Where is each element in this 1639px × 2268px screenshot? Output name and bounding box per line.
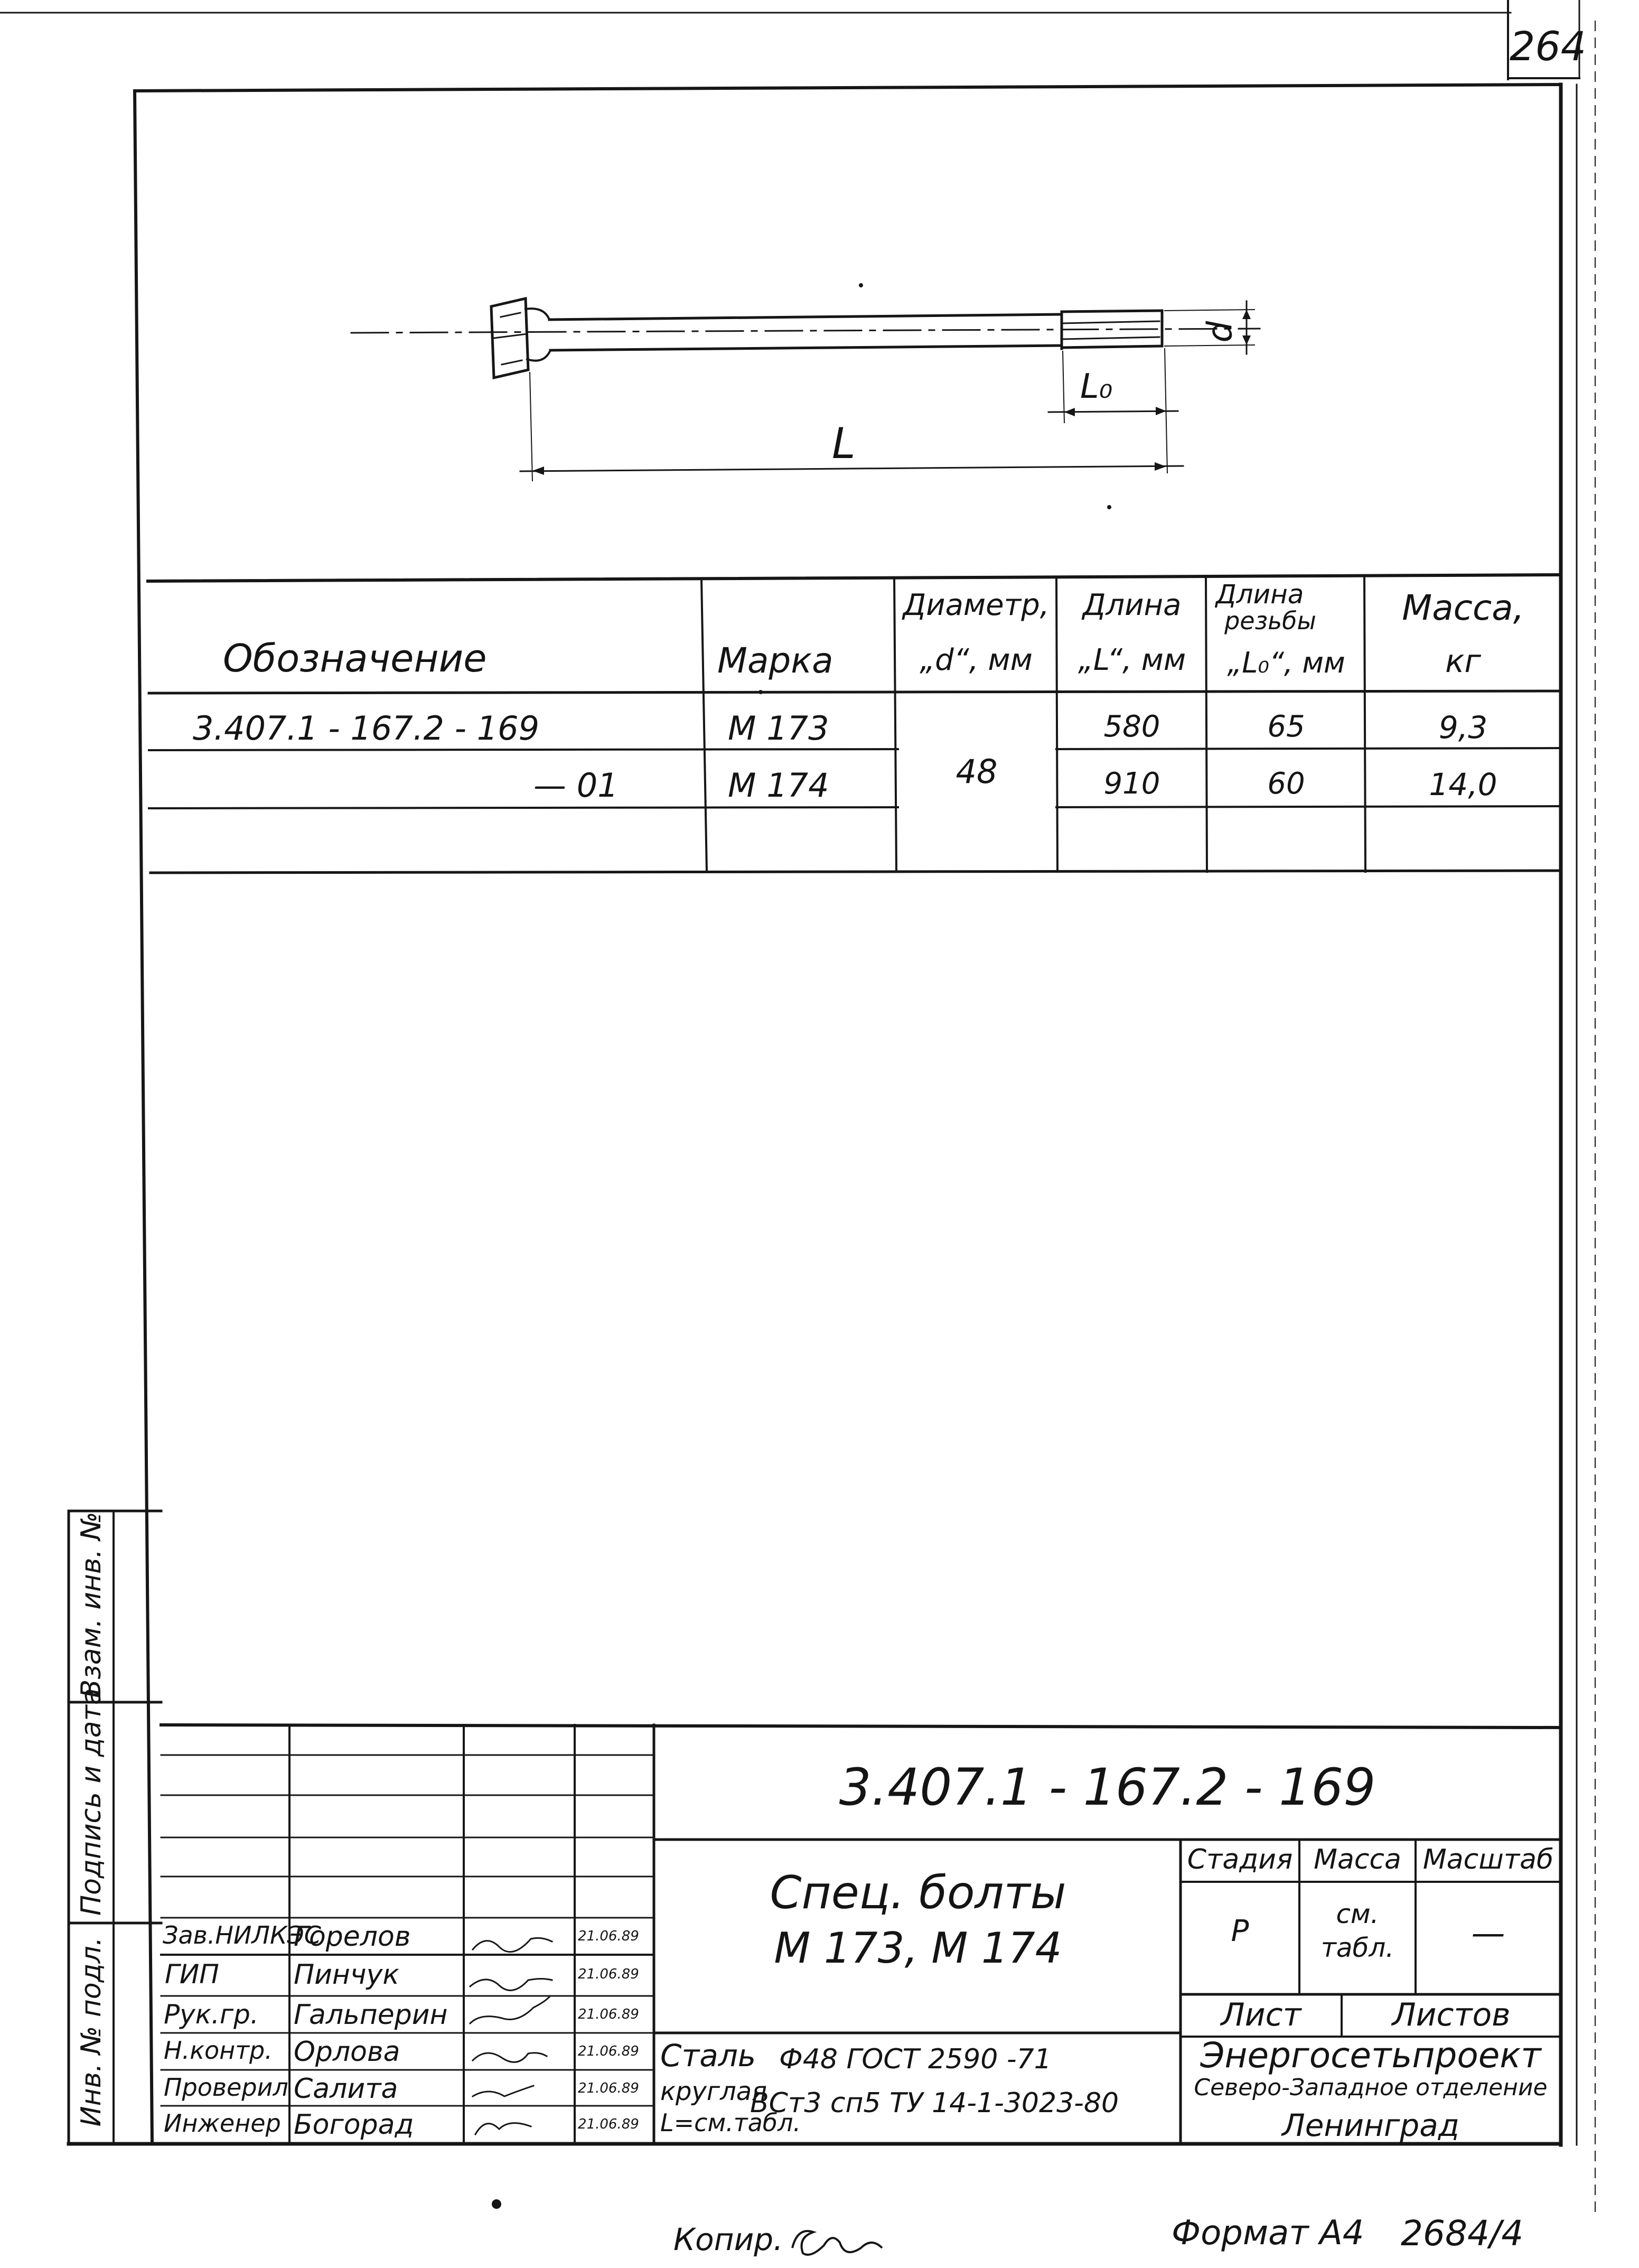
header-thread-line2: резьбы [1224, 606, 1316, 635]
row-thread-length: 65 [1267, 710, 1305, 744]
row-mark: М 173 [728, 709, 829, 748]
format-label: Формат А4 [1172, 2214, 1364, 2253]
org-line2: Северо-Западное отделение [1194, 2074, 1548, 2101]
mass-value-line2: табл. [1320, 1933, 1394, 1963]
side-stamp-inv-vzam: Взам. инв. № [76, 1511, 107, 1698]
dim-label-diameter: d [1201, 321, 1240, 343]
person-date: 21.06.89 [578, 2006, 639, 2022]
person-name: Богорад [294, 2109, 414, 2141]
material-tu: ВСт3 сп5 ТУ 14-1-3023-80 [750, 2087, 1119, 2119]
doc-code: 3.407.1 - 167.2 - 169 [839, 1758, 1376, 1817]
row-mark: М 174 [728, 766, 829, 805]
header-mass-line2: кг [1445, 643, 1481, 680]
header-length-line1: Длина [1082, 588, 1182, 622]
diameter-value: 48 [956, 752, 998, 791]
person-date: 21.06.89 [578, 1966, 639, 1982]
person-role: ГИП [165, 1959, 219, 1990]
header-thread-line3: „L₀“, мм [1227, 646, 1345, 679]
side-stamp-sign-date: Подпись и дата [76, 1688, 107, 1916]
mass-label: Масса [1314, 1844, 1401, 1875]
header-diameter-line1: Диаметр, [903, 588, 1050, 622]
person-role: Инженер [164, 2109, 281, 2138]
doc-name-line2: М 173, М 174 [774, 1924, 1062, 1973]
stage-label: Стадия [1187, 1844, 1293, 1875]
stage-value: Р [1231, 1914, 1249, 1948]
row-mass: 9,3 [1438, 710, 1488, 745]
material-line1: Сталь [660, 2038, 756, 2074]
dim-label-length: L [832, 419, 856, 468]
row-length: 580 [1103, 710, 1160, 744]
header-length-line2: „L“, мм [1078, 643, 1186, 677]
person-date: 21.06.89 [578, 1928, 639, 1944]
mass-value-line1: см. [1336, 1899, 1379, 1929]
org-line3: Ленинград [1282, 2107, 1459, 2143]
person-name: Орлова [294, 2036, 400, 2068]
doc-name-line1: Спец. болты [770, 1866, 1066, 1919]
org-line1: Энергосетьпроект [1200, 2035, 1541, 2076]
sheet-label: Лист [1221, 1996, 1301, 2033]
person-role: Н.контр. [164, 2036, 273, 2065]
person-date: 21.06.89 [578, 2043, 639, 2059]
material-line3: L=см.табл. [660, 2108, 801, 2137]
header-thread-line1: Длина [1215, 579, 1304, 610]
person-role: Рук.гр. [164, 1999, 259, 2030]
person-date: 21.06.89 [578, 2080, 639, 2096]
sheet-number: 264 [1510, 23, 1587, 70]
person-name: Пинчук [294, 1959, 399, 1991]
person-name: Салита [294, 2073, 398, 2105]
header-designation: Обозначение [223, 636, 487, 680]
material-line2: круглая [660, 2077, 767, 2106]
person-role: Зав.НИЛКЭС [163, 1921, 321, 1949]
side-stamp-inv-orig: Инв. № подл. [76, 1937, 107, 2127]
header-mark: Марка [717, 640, 833, 681]
row-length: 910 [1103, 767, 1160, 801]
row-designation: 3.407.1 - 167.2 - 169 [193, 709, 540, 748]
archive-number: 2684/4 [1401, 2213, 1524, 2254]
row-designation: — 01 [533, 766, 619, 805]
person-date: 21.06.89 [578, 2116, 639, 2132]
scale-value: — [1471, 1914, 1505, 1953]
person-name: Горелов [294, 1921, 411, 1953]
copied-label: Копир. [673, 2222, 783, 2257]
sheets-label: Листов [1392, 1996, 1511, 2033]
header-mass-line1: Масса, [1402, 587, 1524, 628]
row-mass: 14,0 [1429, 767, 1497, 802]
person-name: Гальперин [294, 1999, 448, 2031]
row-thread-length: 60 [1267, 767, 1305, 801]
scale-label: Масштаб [1422, 1844, 1554, 1875]
header-diameter-line2: „d“, мм [920, 643, 1033, 677]
material-gost: Ф48 ГОСТ 2590 -71 [779, 2043, 1052, 2075]
dim-label-thread-length: L₀ [1080, 367, 1113, 406]
person-role: Проверил [164, 2073, 288, 2102]
